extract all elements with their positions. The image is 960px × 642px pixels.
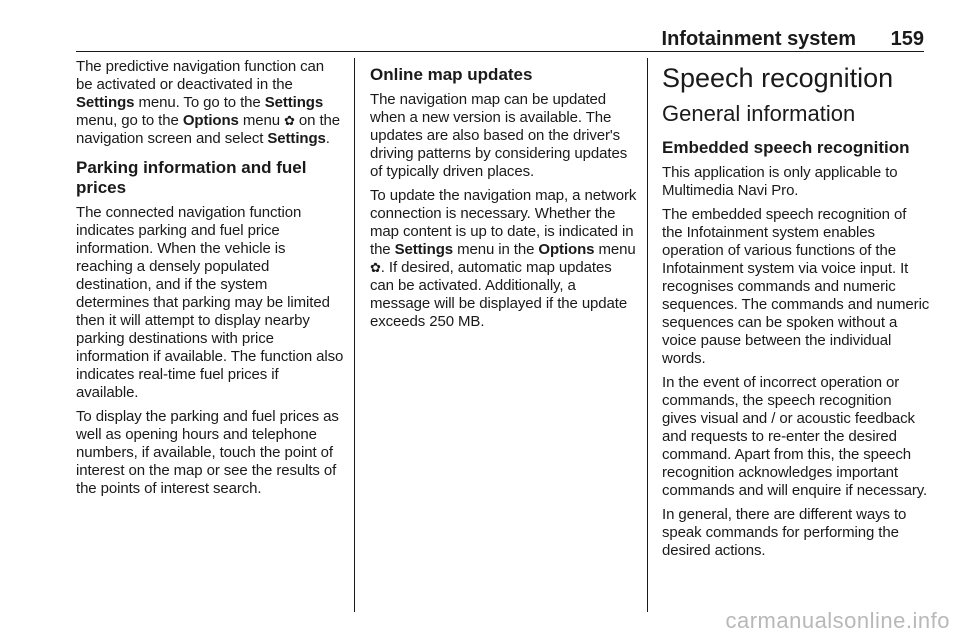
page-number: 159 <box>890 28 924 50</box>
settings-term: Settings <box>264 94 324 111</box>
column-1 <box>76 58 344 504</box>
heading-speech-recognition: Speech recognition <box>662 63 894 93</box>
paragraph-parking-info: The connected navigation function indicates parking and fuel price information. When the vehicle is reaching a densely populated destination, and if the system determines that parking may be limited then it will attempt to display nearby parking destinations with price information if available. The function also indicates real-time fuel prices if available. <box>76 204 344 401</box>
column-3 <box>662 58 930 566</box>
gear-icon: ✿ <box>370 260 381 275</box>
header-divider <box>76 51 924 52</box>
heading-embedded-speech: Embedded speech recognition <box>662 138 910 157</box>
paragraph-applicability: This application is only applicable to Multimedia Navi Pro. <box>662 164 898 199</box>
settings-term: Settings <box>267 130 326 147</box>
heading-online-map-updates: Online map updates <box>370 65 533 84</box>
heading-general-information: General information <box>662 101 856 126</box>
settings-term: Settings <box>394 241 453 258</box>
settings-term: Settings <box>76 94 135 111</box>
paragraph-predictive-navigation: The predictive navigation function can be activated or deactivated in the Settings menu. To go to the Settings menu, go to the Options menu ✿ on the navigation screen and select Settings. <box>76 58 341 147</box>
heading-parking-fuel: Parking information and fuel prices <box>76 158 307 197</box>
paragraph-embedded-description: The embedded speech recognition of the Infotainment system enables operation of various functions of the Infotainment system via voice input. It recognises commands and numeric sequences. The commands and numeric sequences can be spoken without a voice pause between the individual words. <box>662 206 930 367</box>
paragraph-parking-display: To display the parking and fuel prices as well as opening hours and telephone numbers, if available, touch the point of interest on the map or see the results of the points of interest search. <box>76 408 339 497</box>
column-2 <box>370 58 638 337</box>
paragraph-ways-to-speak: In general, there are different ways to speak commands for performing the desired actions. <box>662 506 907 559</box>
paragraph-map-update-howto: To update the navigation map, a network connection is necessary. Whether the map content is up to date, is indicated in the Settings menu in the Options menu ✿. If desired, automatic map updates can be activated. Additionally, a message will be displayed if the update exceeds 250 MB. <box>370 187 637 330</box>
page-header <box>76 22 924 52</box>
options-term: Options <box>538 241 595 258</box>
options-term: Options <box>182 112 239 129</box>
gear-icon: ✿ <box>284 113 295 128</box>
paragraph-incorrect-operation: In the event of incorrect operation or commands, the speech recognition gives visual and / or acoustic feedback and requests to re-enter the desired command. Apart from this, the speech recognition acknowledges important commands and will enquire if necessary. <box>662 374 928 499</box>
column-divider-2 <box>647 58 648 612</box>
page-title: Infotainment system <box>661 28 856 50</box>
column-divider-1 <box>354 58 355 612</box>
watermark: carmanualsonline.info <box>725 608 950 633</box>
paragraph-map-update-intro: The navigation map can be updated when a new version is available. The updates are also based on the driver's driving patterns by considering updates of typically driven places. <box>370 91 628 180</box>
